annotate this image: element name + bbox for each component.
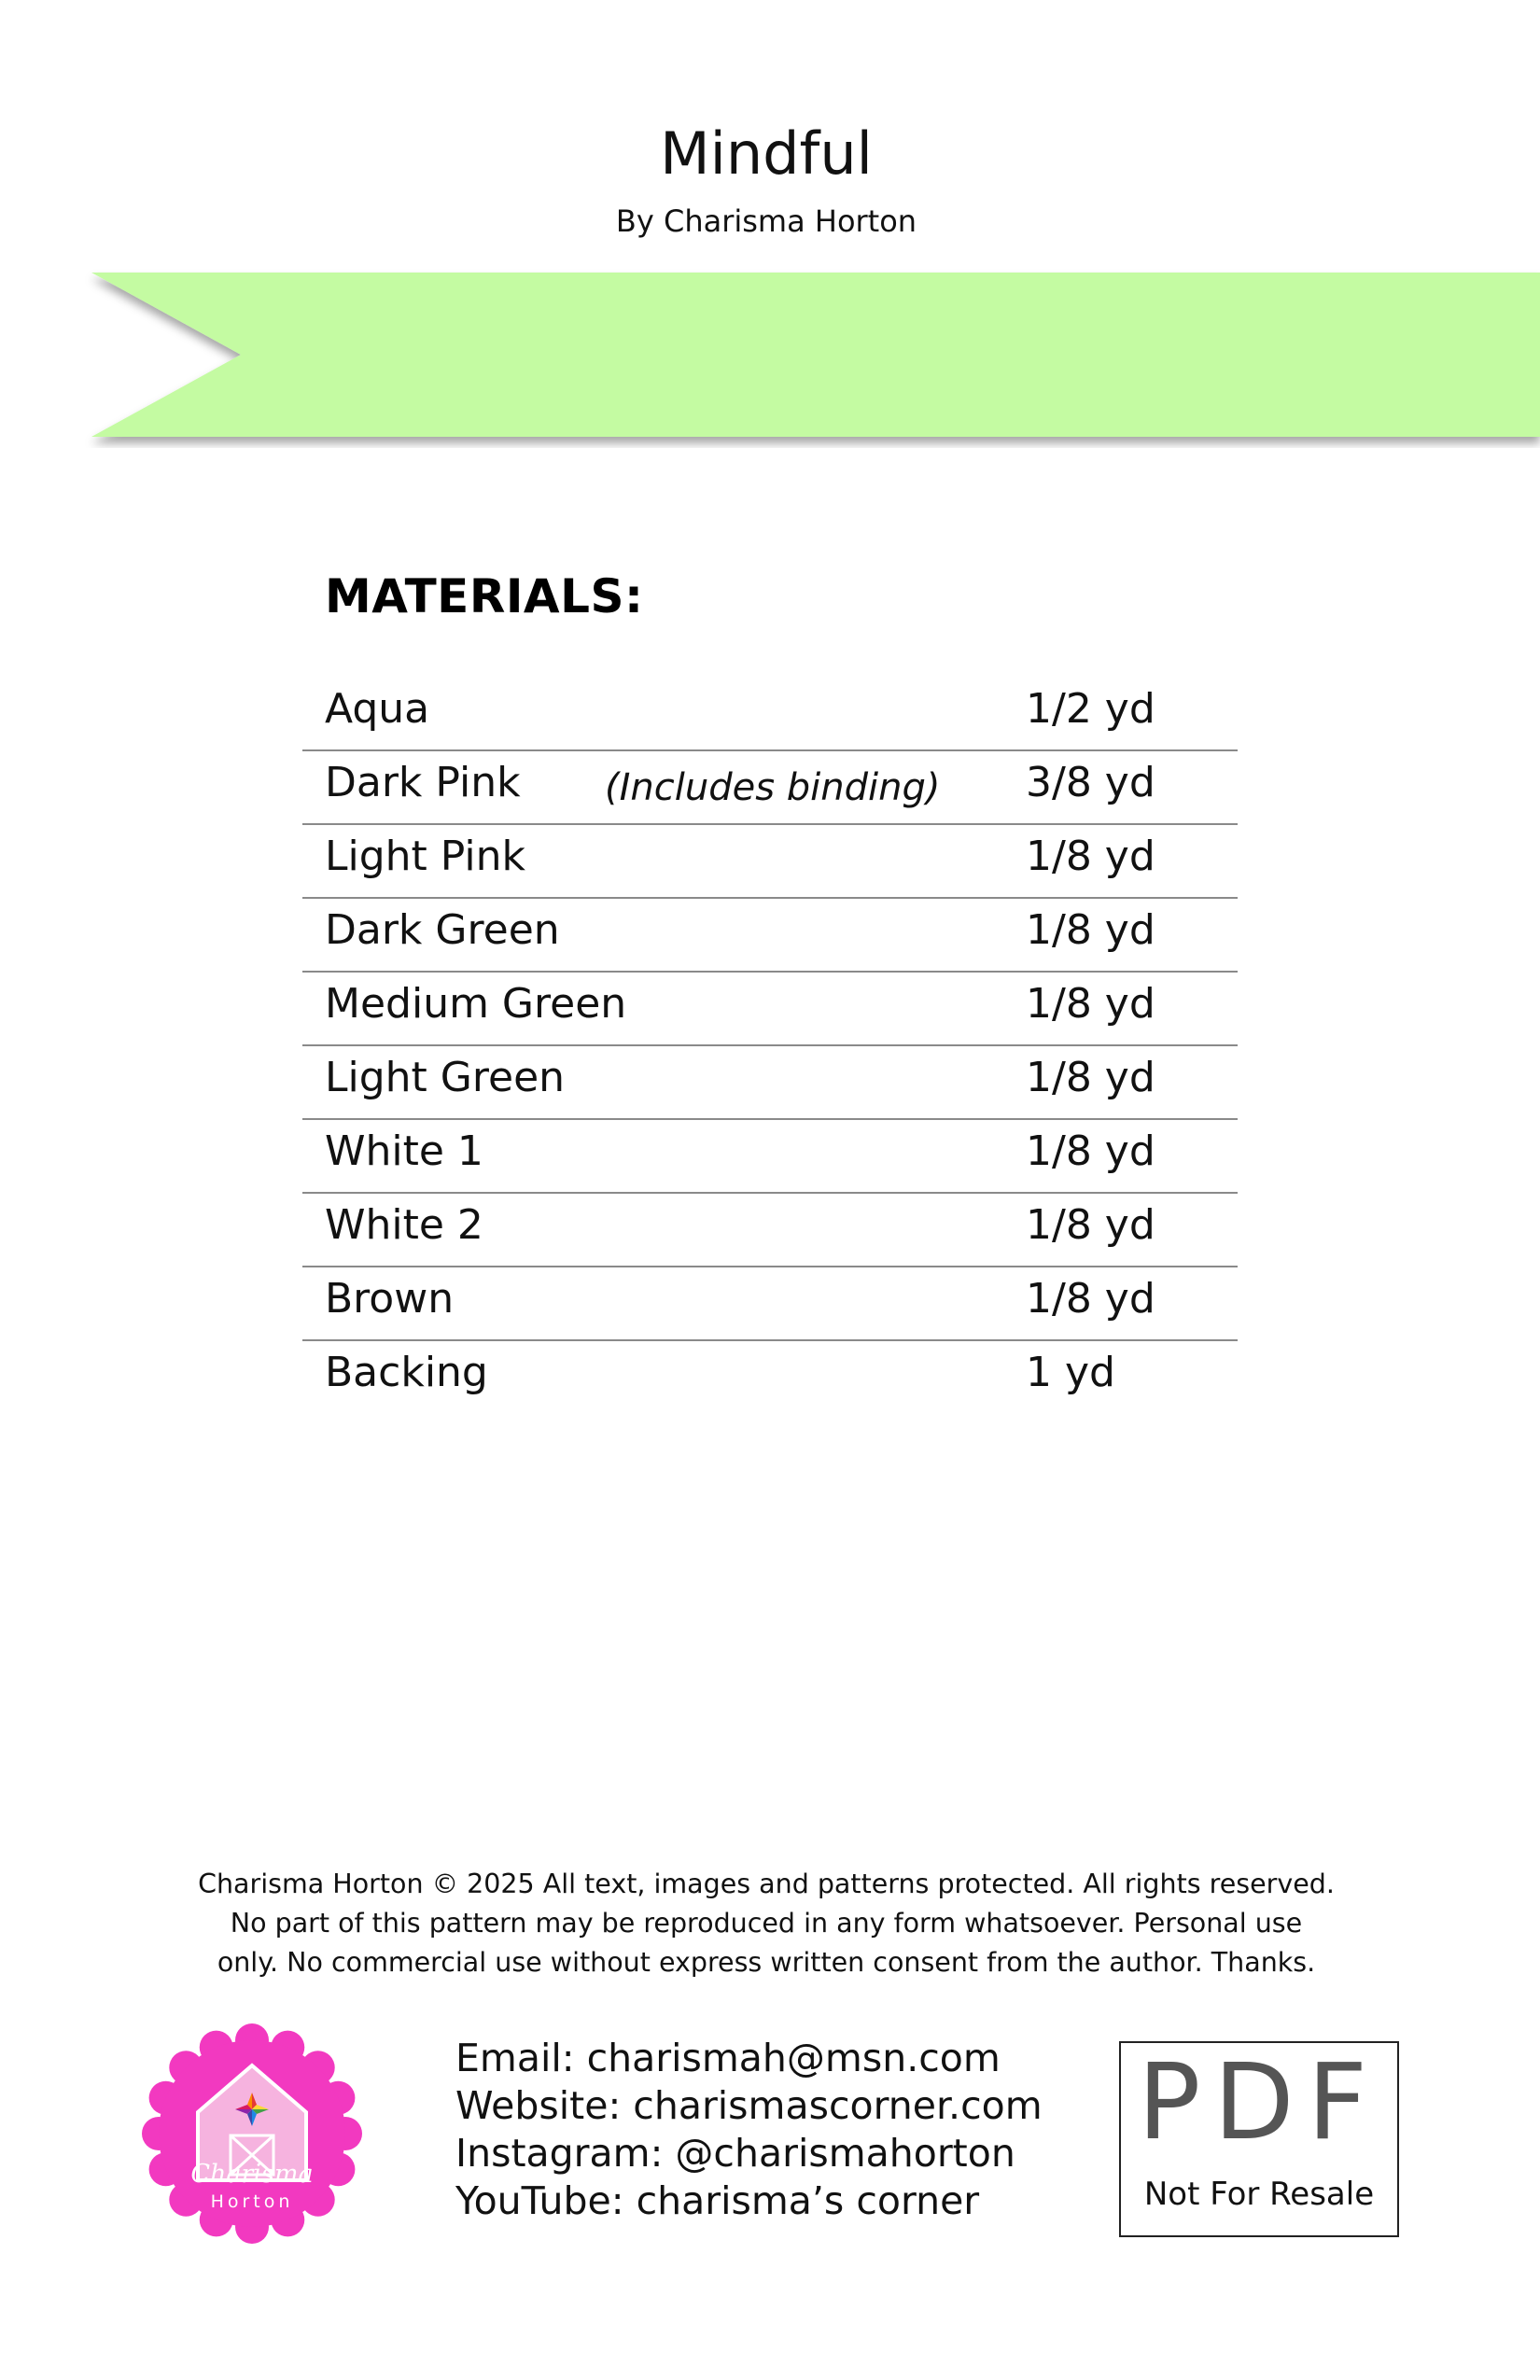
material-quantity: 3/8 yd: [1026, 759, 1155, 806]
page-title: Mindful: [660, 119, 873, 188]
logo-word-2: Horton: [210, 2191, 294, 2212]
author-byline: By Charisma Horton: [615, 203, 917, 239]
pdf-label: PDF: [1137, 2042, 1381, 2163]
copyright-notice: [0, 1865, 1533, 1982]
copyright-line: Charisma Horton © 2025 All text, images and patterns protected. All rights reserved.: [198, 1869, 1335, 1899]
materials-table: [302, 678, 1238, 1415]
material-row: [302, 1194, 1238, 1267]
material-quantity: 1/8 yd: [1026, 833, 1155, 880]
contact-instagram[interactable]: Instagram: @charismahorton: [455, 2131, 1015, 2176]
material-name: Aqua: [325, 685, 430, 733]
material-quantity: 1/8 yd: [1026, 1127, 1155, 1175]
material-name: Medium Green: [325, 980, 627, 1028]
material-row: [302, 1341, 1238, 1415]
material-name: Light Pink: [325, 833, 525, 880]
pdf-not-for-resale-badge: [1119, 2041, 1399, 2237]
material-quantity: 1/2 yd: [1026, 685, 1155, 733]
material-quantity: 1/8 yd: [1026, 980, 1155, 1028]
material-name: Dark Green: [325, 906, 560, 954]
material-row: [302, 825, 1238, 899]
copyright-line: only. No commercial use without express written consent from the author. Thanks.: [217, 1947, 1316, 1978]
material-row: [302, 1046, 1238, 1120]
material-name: Backing: [325, 1349, 488, 1396]
material-quantity: 1/8 yd: [1026, 1275, 1155, 1323]
charisma-horton-logo: [142, 2023, 362, 2244]
material-name: White 2: [325, 1201, 483, 1249]
copyright-line: No part of this pattern may be reproduced in any form whatsoever. Personal use: [230, 1908, 1303, 1939]
material-row: [302, 678, 1238, 751]
contact-email[interactable]: Email: charismah@msn.com: [455, 2036, 1001, 2080]
not-for-resale-label: Not For Resale: [1143, 2176, 1375, 2213]
material-row: [302, 1120, 1238, 1194]
green-banner: [0, 261, 1540, 448]
material-row: [302, 899, 1238, 973]
material-row: [302, 1267, 1238, 1341]
material-name: Brown: [325, 1275, 455, 1323]
material-quantity: 1/8 yd: [1026, 1054, 1155, 1101]
logo-word-1: Charisma: [190, 2160, 314, 2189]
materials-heading: MATERIALS:: [325, 569, 644, 623]
material-quantity: 1/8 yd: [1026, 1201, 1155, 1249]
material-note: (Includes binding): [605, 766, 941, 809]
contact-youtube[interactable]: YouTube: charisma’s corner: [455, 2178, 980, 2223]
contact-info: [455, 2035, 1043, 2225]
material-quantity: 1 yd: [1026, 1349, 1115, 1396]
material-quantity: 1/8 yd: [1026, 906, 1155, 954]
banner-ribbon: [91, 273, 1540, 437]
material-name: White 1: [325, 1127, 483, 1175]
contact-website[interactable]: Website: charismascorner.com: [455, 2083, 1043, 2128]
material-row: [302, 973, 1238, 1046]
material-name: Dark Pink: [325, 759, 521, 806]
material-name: Light Green: [325, 1054, 566, 1101]
material-row: [302, 751, 1238, 825]
